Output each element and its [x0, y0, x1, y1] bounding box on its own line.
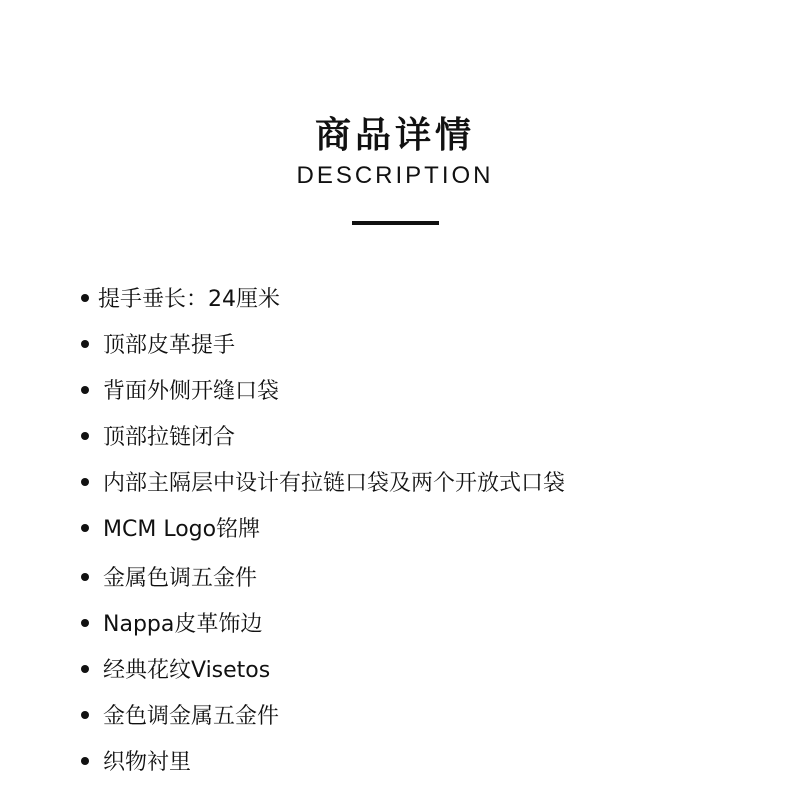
bullet-icon: [81, 294, 89, 302]
bullet-icon: [81, 478, 89, 486]
spec-item-handle-drop: [78, 280, 565, 326]
spec-text: 织物衬里: [103, 750, 192, 775]
spec-item-back-pocket: [78, 372, 565, 418]
bullet-icon: [81, 711, 89, 719]
spec-item-metal-hardware: [78, 559, 565, 605]
spec-item-gold-hardware: [78, 697, 565, 743]
spec-text: 顶部拉链闭合: [103, 425, 236, 450]
bullet-icon: [81, 524, 89, 532]
spec-text: 金色调金属五金件: [103, 704, 280, 729]
spec-text: MCM Logo铭牌: [103, 517, 261, 542]
spec-text: 经典花纹Visetos: [103, 658, 271, 683]
spec-text: 内部主隔层中设计有拉链口袋及两个开放式口袋: [103, 471, 566, 496]
spec-item-interior-pockets: [78, 464, 565, 510]
spec-item-top-handle: [78, 326, 565, 372]
spec-list: [78, 280, 565, 789]
description-header: [0, 112, 790, 192]
spec-text: 顶部皮革提手: [103, 333, 236, 358]
section-subtitle: DESCRIPTION: [296, 162, 494, 189]
bullet-icon: [81, 386, 89, 394]
spec-text: 金属色调五金件: [103, 566, 258, 591]
spec-item-lining: [78, 743, 565, 789]
bullet-icon: [81, 619, 89, 627]
spec-item-visetos-pattern: [78, 651, 565, 697]
spec-item-nappa-trim: [78, 605, 565, 651]
bullet-icon: [81, 757, 89, 765]
section-title: 商品详情: [314, 115, 475, 156]
spec-item-top-zip: [78, 418, 565, 464]
spec-text: 提手垂长：24厘米: [98, 287, 280, 312]
bullet-icon: [81, 573, 89, 581]
bullet-icon: [81, 665, 89, 673]
spec-text: Nappa皮革饰边: [103, 612, 263, 637]
bullet-icon: [81, 340, 89, 348]
title-divider: [352, 221, 439, 225]
spec-item-logo-plate: [78, 510, 565, 559]
bullet-icon: [81, 432, 89, 440]
spec-text: 背面外侧开缝口袋: [103, 379, 280, 404]
